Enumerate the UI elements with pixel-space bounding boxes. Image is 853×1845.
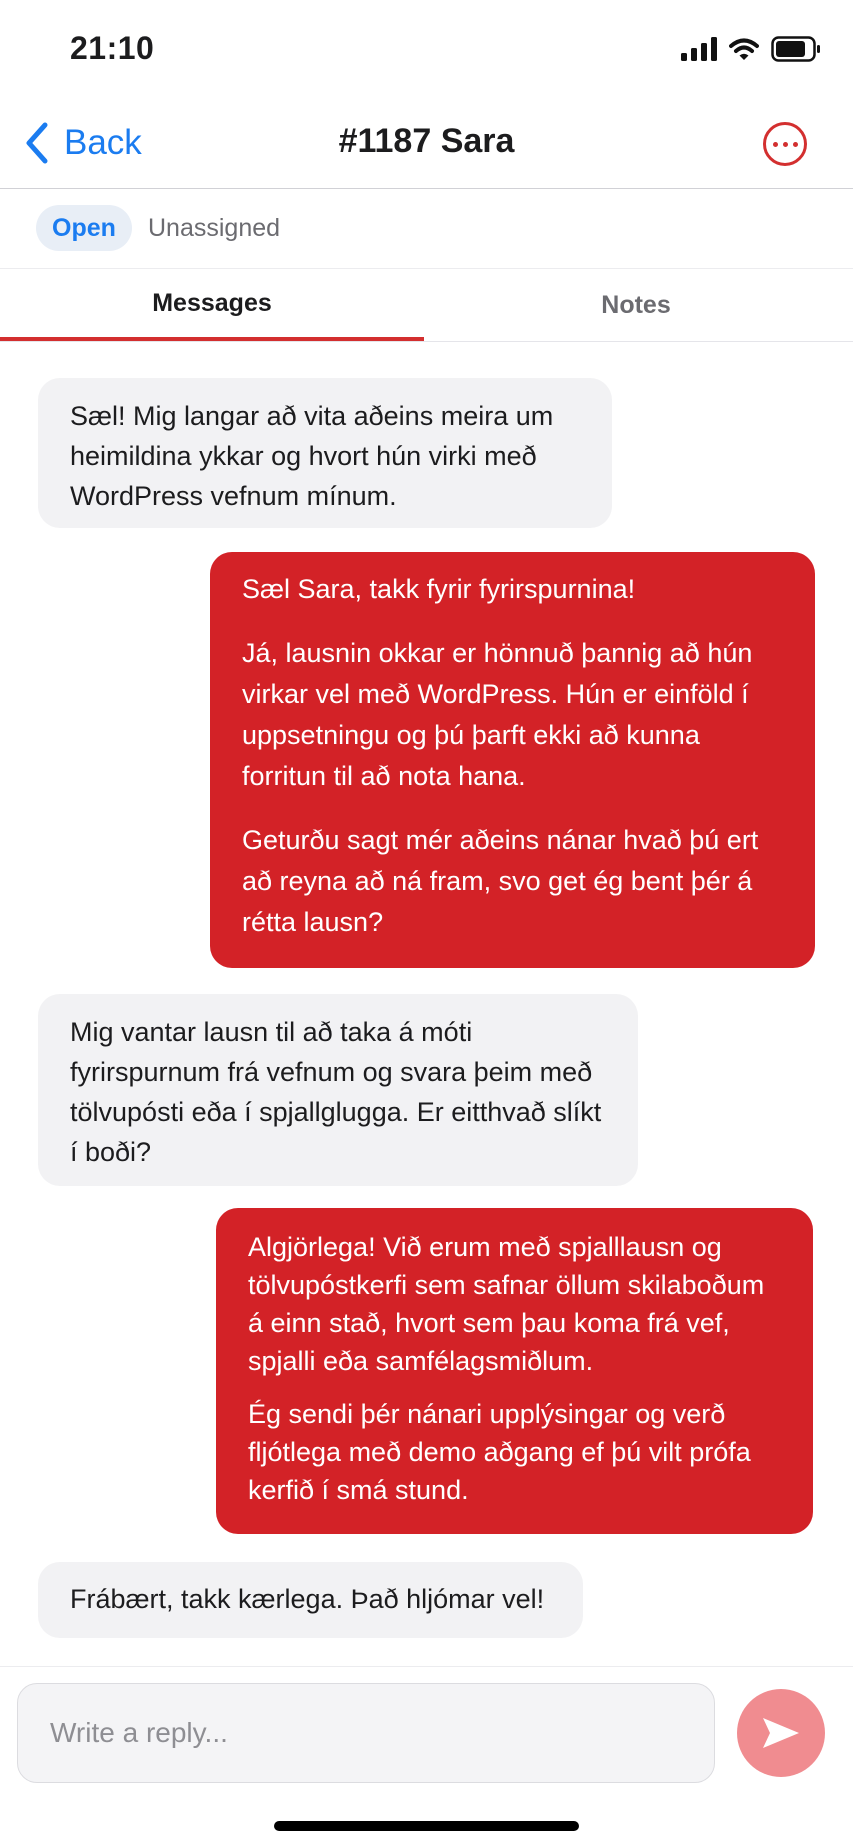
reply-input[interactable]	[17, 1683, 715, 1783]
status-badge[interactable]: Open	[36, 205, 132, 251]
tab-notes[interactable]: Notes	[601, 290, 671, 319]
incoming-message	[38, 994, 638, 1186]
ellipsis-dot	[783, 142, 788, 147]
home-indicator	[274, 1821, 579, 1831]
status-bar	[0, 0, 853, 100]
more-options-button[interactable]	[763, 122, 807, 166]
back-label: Back	[64, 123, 142, 162]
tab-bar	[0, 269, 853, 342]
battery-icon	[771, 36, 821, 62]
message-text: Frábært, takk kærlega. Það hljómar vel!	[70, 1584, 545, 1614]
wifi-icon	[729, 37, 759, 61]
message-text: Geturðu sagt mér aðeins nánar hvað þú ert að reyna að ná fram, svo get ég bent þér á rétta lausn?	[242, 825, 759, 937]
assignee-label[interactable]: Unassigned	[148, 214, 281, 242]
status-icons	[681, 36, 821, 62]
outgoing-message	[216, 1208, 813, 1534]
message-text: Algjörlega! Við erum með spjalllausn og tölvupóstkerfi sem safnar öllum skilaboðum á einn stað, hvort sem þau koma frá vef, spjalli eða samfélagsmiðlum.	[248, 1232, 765, 1376]
incoming-message	[38, 1562, 583, 1638]
message-text: Já, lausnin okkar er hönnuð þannig að hún virkar vel með WordPress. Hún er einföld í uppsetningu og þú þarft ekki að kunna forritun til að nota hana.	[242, 638, 753, 791]
cellular-signal-icon	[681, 37, 717, 61]
message-text: Ég sendi þér nánari upplýsingar og verð fljótlega með demo aðgang ef þú vilt prófa kerfið í smá stund.	[248, 1399, 751, 1505]
message-text: Mig vantar lausn til að taka á móti fyrirspurnum frá vefnum og svara þeim með tölvupósti eða í spjallglugga. Er eitthvað slíkt í boði?	[70, 1017, 602, 1167]
send-button[interactable]	[737, 1689, 825, 1777]
incoming-message	[38, 378, 612, 528]
send-arrow-icon	[761, 1716, 801, 1750]
tab-messages[interactable]: Messages	[0, 269, 424, 341]
message-text: Sæl! Mig langar að vita aðeins meira um heimildina ykkar og hvort hún virki með WordPress vefnum mínum.	[70, 401, 554, 511]
message-list[interactable]	[0, 342, 853, 1666]
page-title: #1187 Sara	[338, 122, 515, 160]
reply-composer	[0, 1666, 853, 1845]
conversation-meta	[0, 190, 853, 269]
message-text: Sæl Sara, takk fyrir fyrirspurnina!	[242, 574, 636, 604]
outgoing-message	[210, 552, 815, 968]
nav-bar	[0, 100, 853, 189]
ellipsis-dot	[793, 142, 798, 147]
ellipsis-dot	[773, 142, 778, 147]
status-time: 21:10	[70, 30, 155, 66]
